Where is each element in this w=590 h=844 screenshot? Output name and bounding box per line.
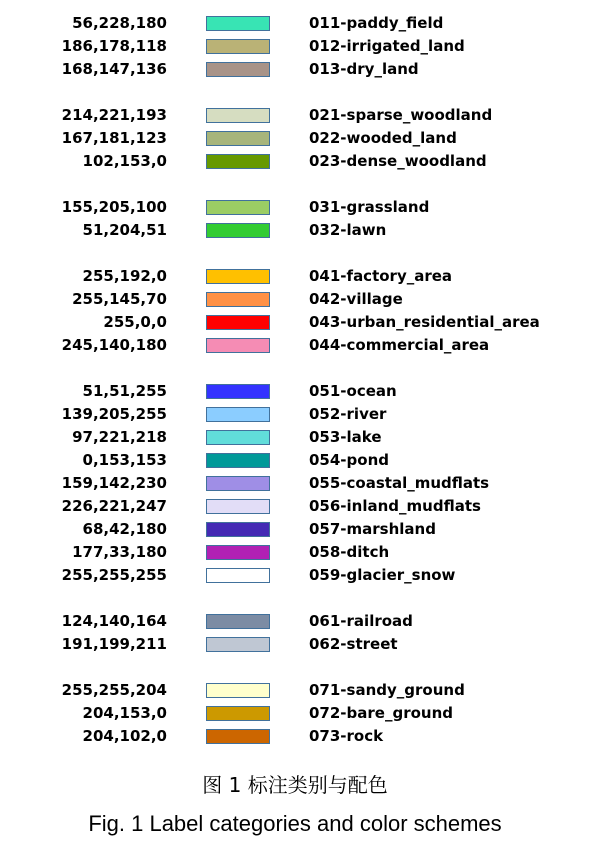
rgb-value: 155,205,100 bbox=[61, 198, 167, 216]
color-swatch bbox=[206, 453, 270, 468]
category-label: 023-dense_woodland bbox=[309, 152, 487, 170]
category-label: 041-factory_area bbox=[309, 267, 453, 285]
color-swatch bbox=[206, 269, 270, 284]
category-label: 055-coastal_mudflats bbox=[309, 474, 490, 492]
rgb-value: 51,204,51 bbox=[82, 221, 167, 239]
color-swatch bbox=[206, 545, 270, 560]
legend-row bbox=[0, 335, 590, 355]
legend-row bbox=[0, 151, 590, 171]
rgb-value: 0,153,153 bbox=[82, 451, 167, 469]
legend-row bbox=[0, 427, 590, 447]
category-label: 052-river bbox=[309, 405, 387, 423]
color-swatch bbox=[206, 292, 270, 307]
color-swatch bbox=[206, 131, 270, 146]
category-label: 072-bare_ground bbox=[309, 704, 454, 722]
color-swatch bbox=[206, 315, 270, 330]
color-swatch bbox=[206, 62, 270, 77]
legend-row bbox=[0, 197, 590, 217]
category-label: 012-irrigated_land bbox=[309, 37, 465, 55]
legend-row bbox=[0, 381, 590, 401]
legend-row bbox=[0, 611, 590, 631]
color-swatch bbox=[206, 430, 270, 445]
legend-row bbox=[0, 634, 590, 654]
legend-row bbox=[0, 726, 590, 746]
rgb-value: 204,102,0 bbox=[82, 727, 167, 745]
rgb-value: 191,199,211 bbox=[61, 635, 167, 653]
legend-row bbox=[0, 680, 590, 700]
category-label: 058-ditch bbox=[309, 543, 390, 561]
category-label: 042-village bbox=[309, 290, 403, 308]
color-swatch bbox=[206, 729, 270, 744]
legend-row bbox=[0, 473, 590, 493]
category-label: 051-ocean bbox=[309, 382, 397, 400]
color-swatch bbox=[206, 476, 270, 491]
legend-row bbox=[0, 289, 590, 309]
category-label: 073-rock bbox=[309, 727, 384, 745]
legend-row bbox=[0, 565, 590, 585]
rgb-value: 255,145,70 bbox=[72, 290, 167, 308]
color-swatch bbox=[206, 200, 270, 215]
color-swatch bbox=[206, 223, 270, 238]
category-label: 043-urban_residential_area bbox=[309, 313, 540, 331]
category-label: 061-railroad bbox=[309, 612, 413, 630]
rgb-value: 226,221,247 bbox=[61, 497, 167, 515]
color-swatch bbox=[206, 384, 270, 399]
rgb-value: 177,33,180 bbox=[72, 543, 167, 561]
color-swatch bbox=[206, 706, 270, 721]
legend-row bbox=[0, 519, 590, 539]
rgb-value: 167,181,123 bbox=[61, 129, 167, 147]
rgb-value: 186,178,118 bbox=[61, 37, 167, 55]
category-label: 032-lawn bbox=[309, 221, 387, 239]
color-swatch bbox=[206, 338, 270, 353]
category-label: 057-marshland bbox=[309, 520, 436, 538]
rgb-value: 255,255,255 bbox=[61, 566, 167, 584]
color-swatch bbox=[206, 154, 270, 169]
legend-row bbox=[0, 404, 590, 424]
rgb-value: 56,228,180 bbox=[72, 14, 167, 32]
color-swatch bbox=[206, 637, 270, 652]
legend-row bbox=[0, 450, 590, 470]
color-swatch bbox=[206, 568, 270, 583]
rgb-value: 159,142,230 bbox=[61, 474, 167, 492]
rgb-value: 51,51,255 bbox=[82, 382, 167, 400]
legend-row bbox=[0, 703, 590, 723]
figure-caption-chinese: 图 1 标注类别与配色 bbox=[202, 773, 388, 797]
rgb-value: 255,192,0 bbox=[82, 267, 167, 285]
rgb-value: 168,147,136 bbox=[61, 60, 167, 78]
category-label: 013-dry_land bbox=[309, 60, 419, 78]
legend-row bbox=[0, 13, 590, 33]
rgb-value: 139,205,255 bbox=[61, 405, 167, 423]
category-label: 054-pond bbox=[309, 451, 389, 469]
legend-row bbox=[0, 266, 590, 286]
rgb-value: 255,0,0 bbox=[103, 313, 167, 331]
figure-caption-english: Fig. 1 Label categories and color schemes bbox=[88, 811, 502, 836]
rgb-value: 102,153,0 bbox=[82, 152, 167, 170]
rgb-value: 124,140,164 bbox=[61, 612, 167, 630]
color-swatch bbox=[206, 499, 270, 514]
legend-row bbox=[0, 36, 590, 56]
color-swatch bbox=[206, 683, 270, 698]
category-label: 059-glacier_snow bbox=[309, 566, 456, 584]
category-label: 021-sparse_woodland bbox=[309, 106, 493, 124]
color-swatch bbox=[206, 522, 270, 537]
legend-row bbox=[0, 220, 590, 240]
category-label: 022-wooded_land bbox=[309, 129, 457, 147]
color-swatch bbox=[206, 614, 270, 629]
color-swatch bbox=[206, 407, 270, 422]
category-label: 053-lake bbox=[309, 428, 382, 446]
color-swatch bbox=[206, 16, 270, 31]
category-label: 056-inland_mudflats bbox=[309, 497, 481, 515]
rgb-value: 204,153,0 bbox=[82, 704, 167, 722]
legend-row bbox=[0, 312, 590, 332]
legend-row bbox=[0, 59, 590, 79]
category-label: 071-sandy_ground bbox=[309, 681, 465, 699]
legend-row bbox=[0, 496, 590, 516]
category-label: 031-grassland bbox=[309, 198, 430, 216]
category-label: 044-commercial_area bbox=[309, 336, 490, 354]
color-swatch bbox=[206, 108, 270, 123]
legend-row bbox=[0, 128, 590, 148]
category-label: 062-street bbox=[309, 635, 398, 653]
color-swatch bbox=[206, 39, 270, 54]
legend-row bbox=[0, 105, 590, 125]
rgb-value: 214,221,193 bbox=[61, 106, 167, 124]
rgb-value: 97,221,218 bbox=[72, 428, 167, 446]
rgb-value: 245,140,180 bbox=[61, 336, 167, 354]
rgb-value: 68,42,180 bbox=[82, 520, 167, 538]
category-label: 011-paddy_field bbox=[309, 14, 444, 32]
rgb-value: 255,255,204 bbox=[61, 681, 167, 699]
legend-row bbox=[0, 542, 590, 562]
